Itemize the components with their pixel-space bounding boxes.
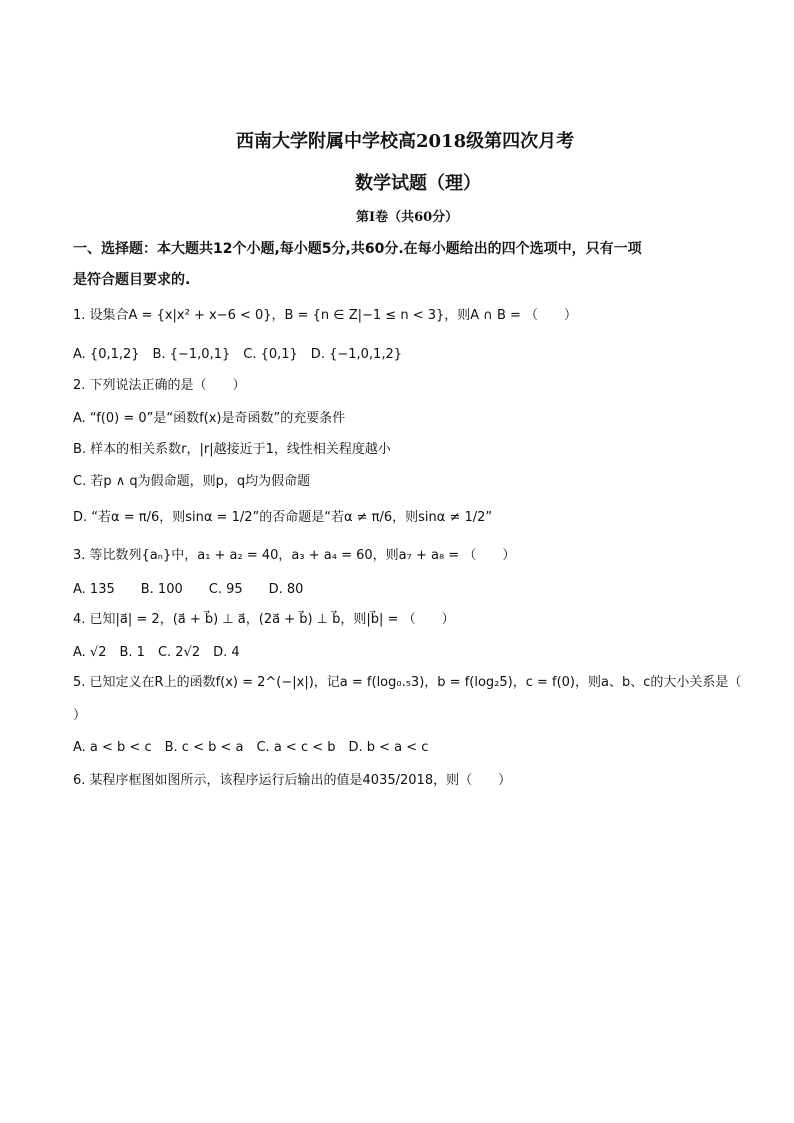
question-5-options: A. a < b < c B. c < b < a C. a < c < b D. b < a < c [73, 740, 429, 755]
question-2-option-a: A. “f(0) = 0”是“函数f(x)是奇函数”的充要条件 [73, 411, 346, 426]
question-2-option-c: C. 若p ∧ q为假命题，则p，q均为假命题 [73, 474, 311, 489]
question-3-options: A. 135 B. 100 C. 95 D. 80 [73, 582, 304, 597]
question-2-option-d: D. “若α = π/6，则sinα = 1/2”的否命题是“若α ≠ π/6，则sinα ≠ 1/2” [73, 510, 493, 525]
subject-title: 数学试题（理） [355, 173, 481, 194]
question-2: 2. 下列说法正确的是（ ） [73, 378, 246, 393]
question-1: 1. 设集合A = {x|x² + x−6 < 0}，B = {n ∈ Z|−1 ≤ n < 3}，则A ∩ B = （ ） [73, 308, 578, 323]
question-6: 6. 某程序框图如图所示，该程序运行后输出的值是4035/2018，则（ ） [73, 773, 512, 788]
question-1-options: A. {0,1,2} B. {−1,0,1} C. {0,1} D. {−1,0,1,2} [73, 347, 402, 362]
section-heading-line2: 是符合题目要求的. [73, 272, 191, 288]
question-5-line1: 5. 已知定义在R上的函数f(x) = 2^(−|x|)，记a = f(log₀.₅3)，b = f(log₂5)，c = f(0)，则a、b、c的大小关系是（ [73, 675, 742, 690]
part-title: 第Ⅰ卷（共60分） [356, 210, 459, 225]
question-4: 4. 已知|a⃗| = 2，(a⃗ + b⃗) ⊥ a⃗，(2a⃗ + b⃗) ⊥ b⃗，则|b⃗| = （ ） [73, 612, 455, 627]
school-title: 西南大学附属中学校高2018级第四次月考 [236, 131, 575, 152]
question-2-option-b: B. 样本的相关系数r，|r|越接近于1，线性相关程度越小 [73, 442, 391, 457]
question-5-line2: ） [73, 708, 87, 723]
section-heading-line1: 一、选择题：本大题共12个小题,每小题5分,共60分.在每小题给出的四个选项中，只有一项 [73, 241, 642, 257]
question-3: 3. 等比数列{aₙ}中，a₁ + a₂ = 40，a₃ + a₄ = 60，则a₇ + a₈ = （ ） [73, 548, 516, 563]
question-4-options: A. √2 B. 1 C. 2√2 D. 4 [73, 645, 240, 660]
